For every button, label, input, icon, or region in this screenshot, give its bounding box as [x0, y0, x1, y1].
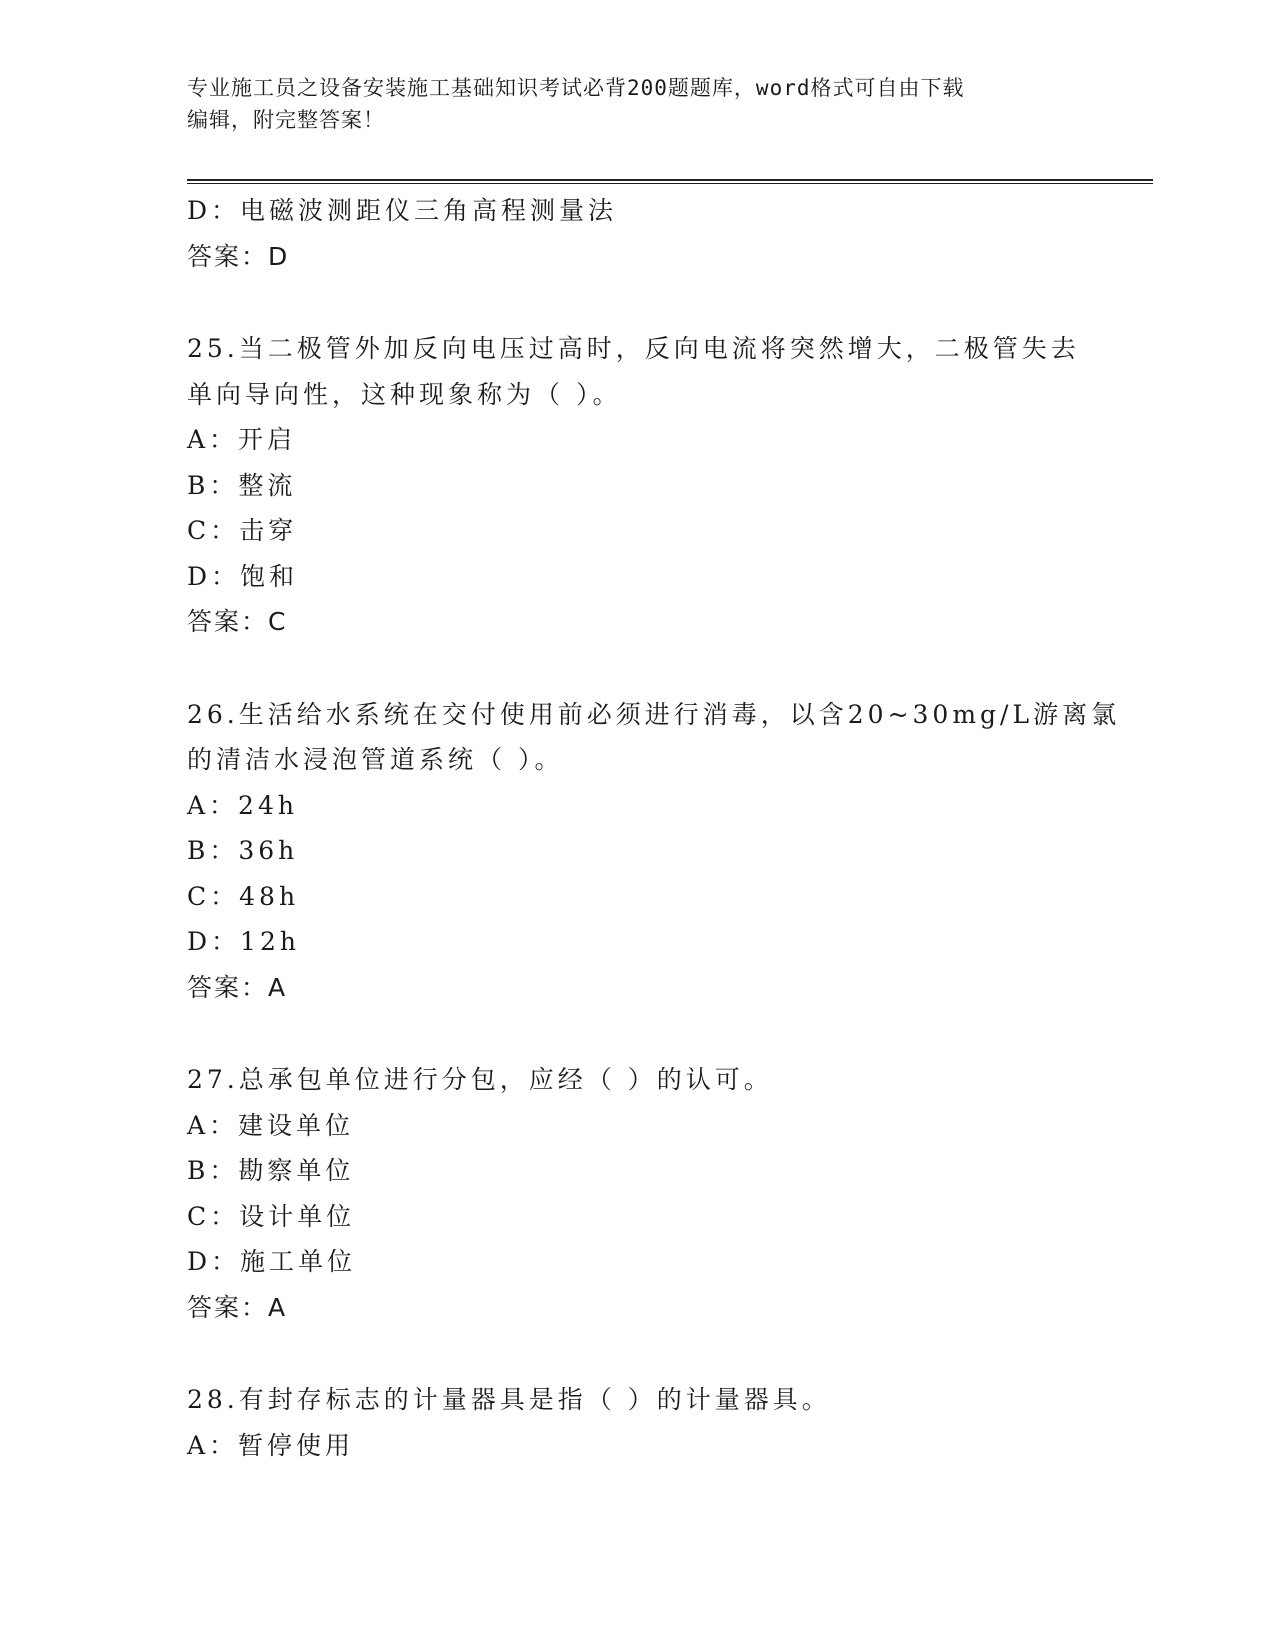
- option-a: A：开启: [187, 425, 297, 454]
- option-c: C：击穿: [187, 516, 298, 545]
- question-25: [187, 326, 1087, 645]
- option-d: D：饱和: [187, 561, 299, 591]
- question-stem-cont: 的清洁水浸泡管道系统（ ）。: [187, 745, 564, 774]
- prev-answer: 答案：D: [187, 241, 290, 271]
- header-title-line-2: 编辑，附完整答案！: [187, 108, 385, 132]
- header-rule-thin: [187, 183, 1153, 184]
- question-26: [187, 692, 1121, 1011]
- option-a: A：建设单位: [187, 1110, 355, 1140]
- question-27: [187, 1057, 1087, 1330]
- option-a: A：暂停使用: [187, 1430, 355, 1460]
- header-rule-thick: [187, 179, 1153, 181]
- option-b: B：36h: [187, 836, 299, 865]
- option-d: D：12h: [187, 927, 300, 956]
- question-stem-cont: 单向导向性，这种现象称为（ ）。: [187, 379, 622, 409]
- question-stem: 25.当二极管外加反向电压过高时，反向电流将突然增大，二极管失去: [187, 334, 1080, 363]
- document-header: [187, 72, 1067, 136]
- option-c: C：48h: [187, 881, 300, 911]
- question-28: [187, 1377, 1087, 1468]
- prev-option-d: D：电磁波测距仪三角高程测量法: [187, 196, 618, 225]
- option-a: A：24h: [187, 790, 298, 820]
- answer: 答案：C: [187, 607, 288, 636]
- option-d: D：施工单位: [187, 1247, 357, 1276]
- question-stem: 26.生活给水系统在交付使用前必须进行消毒，以含20~30mg/L游离氯: [187, 699, 1121, 729]
- option-c: C：设计单位: [187, 1201, 356, 1231]
- option-b: B：勘察单位: [187, 1156, 355, 1185]
- question-stem: 27.总承包单位进行分包，应经（ ）的认可。: [187, 1065, 773, 1094]
- question-stem: 28.有封存标志的计量器具是指（ ）的计量器具。: [187, 1385, 831, 1414]
- question-list: [187, 188, 1121, 1468]
- answer: 答案：A: [187, 972, 288, 1002]
- answer: 答案：A: [187, 1292, 288, 1322]
- header-title-line-1: 专业施工员之设备安装施工基础知识考试必背200题题库，word格式可自由下载: [187, 76, 965, 100]
- option-b: B：整流: [187, 470, 297, 500]
